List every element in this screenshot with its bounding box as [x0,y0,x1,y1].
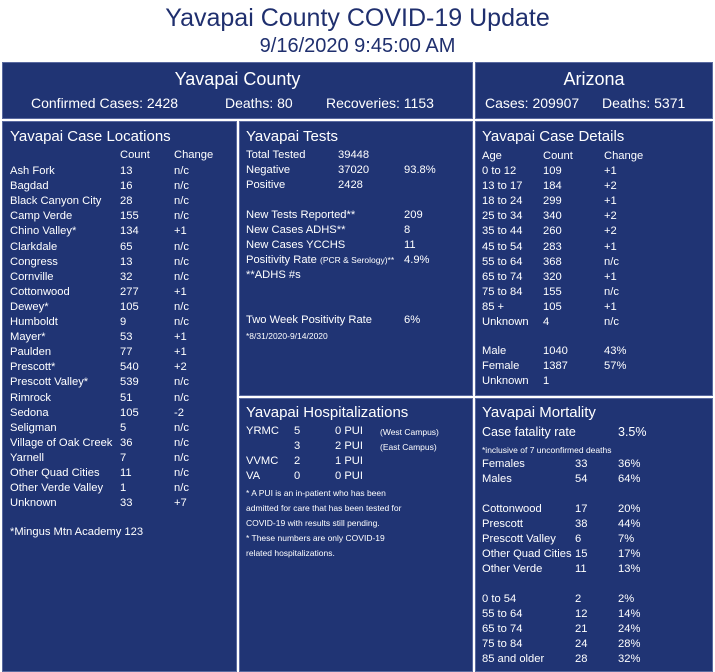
mortality-ages-label: 65 to 74 [482,623,523,635]
mortality-places-pct: 20% [618,503,641,515]
location-count: 32 [120,270,133,283]
details-change: +1 [604,240,617,253]
hosp-campus: (East Campus) [380,442,437,452]
mortality-ages-pct: 2% [618,593,635,605]
details-change: +1 [604,300,617,313]
details-change: +2 [604,180,617,193]
location-change: n/c [174,180,189,193]
location-name: Camp Verde [10,210,73,223]
location-name: Seligman [10,421,57,434]
mortality-places-pct: 13% [618,563,641,575]
mortality-places-label: Prescott [482,518,524,530]
location-count: 277 [120,285,139,298]
mortality-places-count: 38 [575,518,588,530]
details-change: +1 [604,195,617,208]
location-change: n/c [174,300,189,313]
hosp-facility: YRMC [246,425,279,437]
location-name: Prescott Valley* [10,376,89,389]
locations-count-header: Count [120,149,150,161]
hosp-count: 0 [294,470,301,482]
location-count: 11 [120,467,132,479]
details-age: 85 + [482,300,505,313]
details-count: 260 [543,225,562,238]
location-change: n/c [174,255,189,268]
tests-two-week-value: 6% [404,314,421,326]
mortality-ages-pct: 32% [618,653,641,665]
location-change: n/c [174,210,189,223]
details-change: +1 [604,165,617,177]
details-gender-count: 1387 [543,360,568,372]
details-age: 0 to 12 [482,165,517,177]
location-name: Humboldt [10,316,58,328]
mortality-ages-count: 24 [575,638,588,650]
hosp-note-line: * These numbers are only COVID-19 [246,533,385,543]
location-count: 539 [120,376,139,389]
location-change: n/c [174,451,189,464]
location-change: n/c [174,376,189,389]
details-change-header: Change [604,150,644,162]
location-name: Other Quad Cities [10,467,100,479]
location-change: +2 [174,361,187,374]
tests-negative-pct: 93.8% [404,164,436,176]
details-gender-count: 1040 [543,345,568,357]
location-name: Dewey* [10,300,49,313]
mortality-places-count: 15 [575,548,588,560]
location-change: n/c [174,240,189,253]
mortality-gender-pct: 36% [618,458,641,470]
details-count: 299 [543,195,562,208]
details-count: 340 [543,210,562,223]
details-gender-pct: 43% [604,345,627,357]
details-gender-label: Male [482,345,507,357]
location-count: 65 [120,240,133,253]
tests-adhs-note: **ADHS #s [246,269,301,281]
hosp-note-line: admitted for care that has been tested for [246,503,402,513]
details-change: n/c [604,255,619,268]
location-count: 105 [120,406,139,419]
county-deaths: Deaths: 80 [225,95,293,111]
location-name: Chino Valley* [10,225,77,238]
tests-two-week-dates: *8/31/2020-9/14/2020 [246,331,328,341]
hosp-count: 3 [294,440,301,452]
tests-two-week-label: Two Week Positivity Rate [246,314,373,326]
county-title: Yavapai County [174,69,301,89]
county-recoveries: Recoveries: 1153 [326,95,434,111]
mortality-places-pct: 44% [618,518,641,530]
hosp-facility: VVMC [246,455,279,467]
tests-new-ycchs-label: New Cases YCCHS [246,239,346,251]
location-count: 33 [120,497,133,510]
location-name: Village of Oak Creek [10,436,113,449]
hosp-note-line: * A PUI is an in-patient who has been [246,488,386,498]
locations-change-header: Change [174,149,214,161]
mortality-ages-label: 0 to 54 [482,593,517,605]
hosp-count: 5 [294,425,301,437]
hosp-note-line: COVID-19 with results still pending. [246,518,380,528]
location-name: Other Verde Valley [10,482,104,495]
mortality-ages-label: 85 and older [482,653,545,665]
location-change: +1 [174,331,187,344]
mortality-cfr-note: *inclusive of 7 unconfirmed deaths [482,445,612,455]
update-datetime: 9/16/2020 9:45:00 AM [259,35,456,57]
location-name: Congress [10,255,58,268]
details-count: 4 [543,316,550,328]
details-age: 35 to 44 [482,225,523,238]
details-gender-label: Female [482,360,520,372]
location-name: Rimrock [10,391,52,404]
mortality-gender-count: 33 [575,458,588,470]
location-count: 9 [120,316,127,328]
location-name: Prescott* [10,361,56,374]
hosp-facility: VA [246,470,261,482]
details-change: +2 [604,225,617,238]
mortality-cfr-label: Case fatality rate [482,425,576,439]
tests-new-adhs-label: New Cases ADHS** [246,224,346,236]
location-name: Sedona [10,406,49,419]
tests-positive-label: Positive [246,179,286,191]
mortality-ages-count: 2 [575,593,582,605]
mortality-panel [475,398,713,672]
details-count: 368 [543,255,562,268]
details-age: 55 to 64 [482,255,523,268]
location-change: n/c [174,482,189,495]
details-count: 105 [543,300,562,313]
mortality-gender-label: Males [482,473,512,485]
location-count: 16 [120,180,133,193]
hosp-count: 2 [294,455,301,467]
tests-new-reported-label: New Tests Reported** [246,209,356,221]
location-change: +7 [174,497,187,510]
location-change: n/c [174,436,189,449]
mortality-places-count: 11 [575,563,587,575]
location-name: Unknown [10,497,57,510]
hosp-pui: 2 PUI [335,440,363,452]
tests-positivity-sub: (PCR & Serology)** [320,255,395,265]
location-count: 53 [120,331,133,344]
tests-positivity-label-text: Positivity Rate [246,254,317,266]
mortality-cfr-value: 3.5% [618,425,647,439]
arizona-deaths: Deaths: 5371 [602,95,686,111]
details-count: 109 [543,165,562,177]
tests-negative-value: 37020 [338,164,370,176]
details-change: n/c [604,316,619,328]
tests-panel [239,121,473,396]
county-confirmed: Confirmed Cases: 2428 [31,95,179,111]
tests-title: Yavapai Tests [246,128,338,145]
locations-title: Yavapai Case Locations [10,128,171,145]
mortality-ages-count: 28 [575,653,588,665]
tests-new-ycchs-value: 11 [404,239,416,251]
location-count: 13 [120,255,133,268]
location-count: 77 [120,346,133,359]
mortality-gender-label: Females [482,458,525,470]
location-change: n/c [174,391,189,404]
location-count: 134 [120,225,139,238]
hosp-pui: 0 PUI [335,470,363,482]
mortality-places-label: Cottonwood [482,503,542,515]
details-age: 25 to 34 [482,210,523,223]
tests-total-label: Total Tested [246,149,306,161]
location-count: 155 [120,210,139,223]
location-change: n/c [174,270,189,283]
hospitalizations-panel [239,398,473,672]
case-details-panel [475,121,713,396]
mortality-places-label: Other Quad Cities [482,548,572,560]
details-age: 65 to 74 [482,270,523,283]
arizona-summary-panel [475,62,713,119]
location-count: 540 [120,361,139,374]
tests-positivity-label [246,253,394,268]
mortality-places-count: 6 [575,533,582,545]
details-count: 283 [543,240,562,253]
location-name: Clarkdale [10,240,58,253]
mortality-places-label: Other Verde [482,563,543,575]
arizona-cases: Cases: 209907 [485,95,580,111]
mortality-gender-pct: 64% [618,473,641,485]
hosp-pui: 1 PUI [335,455,363,467]
tests-positivity-value: 4.9% [404,254,430,266]
details-age: 75 to 84 [482,285,523,298]
hosp-pui: 0 PUI [335,425,363,437]
county-summary-panel [2,62,473,119]
mortality-ages-label: 55 to 64 [482,608,523,620]
hosp-campus: (West Campus) [380,427,439,437]
details-age-header: Age [482,150,502,162]
location-count: 51 [120,391,133,404]
location-count: 13 [120,165,133,177]
mortality-gender-count: 54 [575,473,588,485]
details-gender-count: 1 [543,375,550,387]
details-count: 155 [543,285,562,298]
tests-new-reported-value: 209 [404,209,423,221]
mortality-title: Yavapai Mortality [482,404,596,421]
location-name: Paulden [10,346,52,359]
tests-negative-label: Negative [246,164,291,176]
details-gender-label: Unknown [482,375,529,387]
tests-new-adhs-value: 8 [404,224,411,236]
details-change: n/c [604,285,619,298]
location-count: 1 [120,482,127,495]
location-name: Cornville [10,270,54,283]
location-change: -2 [174,406,184,419]
mortality-ages-pct: 14% [618,608,641,620]
location-count: 105 [120,300,139,313]
mortality-ages-label: 75 to 84 [482,638,523,650]
mortality-places-pct: 7% [618,533,635,545]
location-count: 5 [120,421,127,434]
details-age: 45 to 54 [482,240,523,253]
details-count: 184 [543,180,562,193]
mortality-places-count: 17 [575,503,588,515]
mortality-ages-pct: 28% [618,638,641,650]
details-gender-pct: 57% [604,360,627,372]
tests-total-value: 39448 [338,149,370,161]
details-change: +1 [604,270,617,283]
location-change: n/c [174,195,189,208]
details-change: +2 [604,210,617,223]
location-name: Black Canyon City [10,195,102,208]
location-change: +1 [174,346,187,359]
details-title: Yavapai Case Details [482,128,625,145]
location-name: Mayer* [10,331,46,344]
mortality-ages-count: 21 [575,623,588,635]
hosp-note-line: related hospitalizations. [246,548,335,558]
tests-positive-value: 2428 [338,179,363,191]
arizona-title: Arizona [563,69,625,89]
location-change: n/c [174,467,189,479]
location-change: n/c [174,316,189,328]
details-count: 320 [543,270,562,283]
location-count: 36 [120,436,133,449]
hosp-title: Yavapai Hospitalizations [246,404,409,421]
location-count: 28 [120,195,133,208]
details-age: 18 to 24 [482,195,523,208]
details-count-header: Count [543,150,573,162]
location-change: +1 [174,225,187,238]
page-title: Yavapai County COVID-19 Update [165,4,550,32]
locations-footnote: *Mingus Mtn Academy 123 [10,526,144,538]
location-name: Yarnell [10,451,44,464]
mortality-places-pct: 17% [618,548,641,560]
location-name: Cottonwood [10,285,70,298]
location-name: Ash Fork [10,165,55,177]
mortality-ages-pct: 24% [618,623,641,635]
case-locations-panel [2,121,237,672]
location-change: +1 [174,285,187,298]
location-name: Bagdad [10,180,49,193]
location-count: 7 [120,451,127,464]
mortality-ages-count: 12 [575,608,588,620]
mortality-places-label: Prescott Valley [482,533,556,545]
location-change: n/c [174,421,189,434]
location-change: n/c [174,165,189,177]
details-age: Unknown [482,316,529,328]
details-age: 13 to 17 [482,180,523,193]
